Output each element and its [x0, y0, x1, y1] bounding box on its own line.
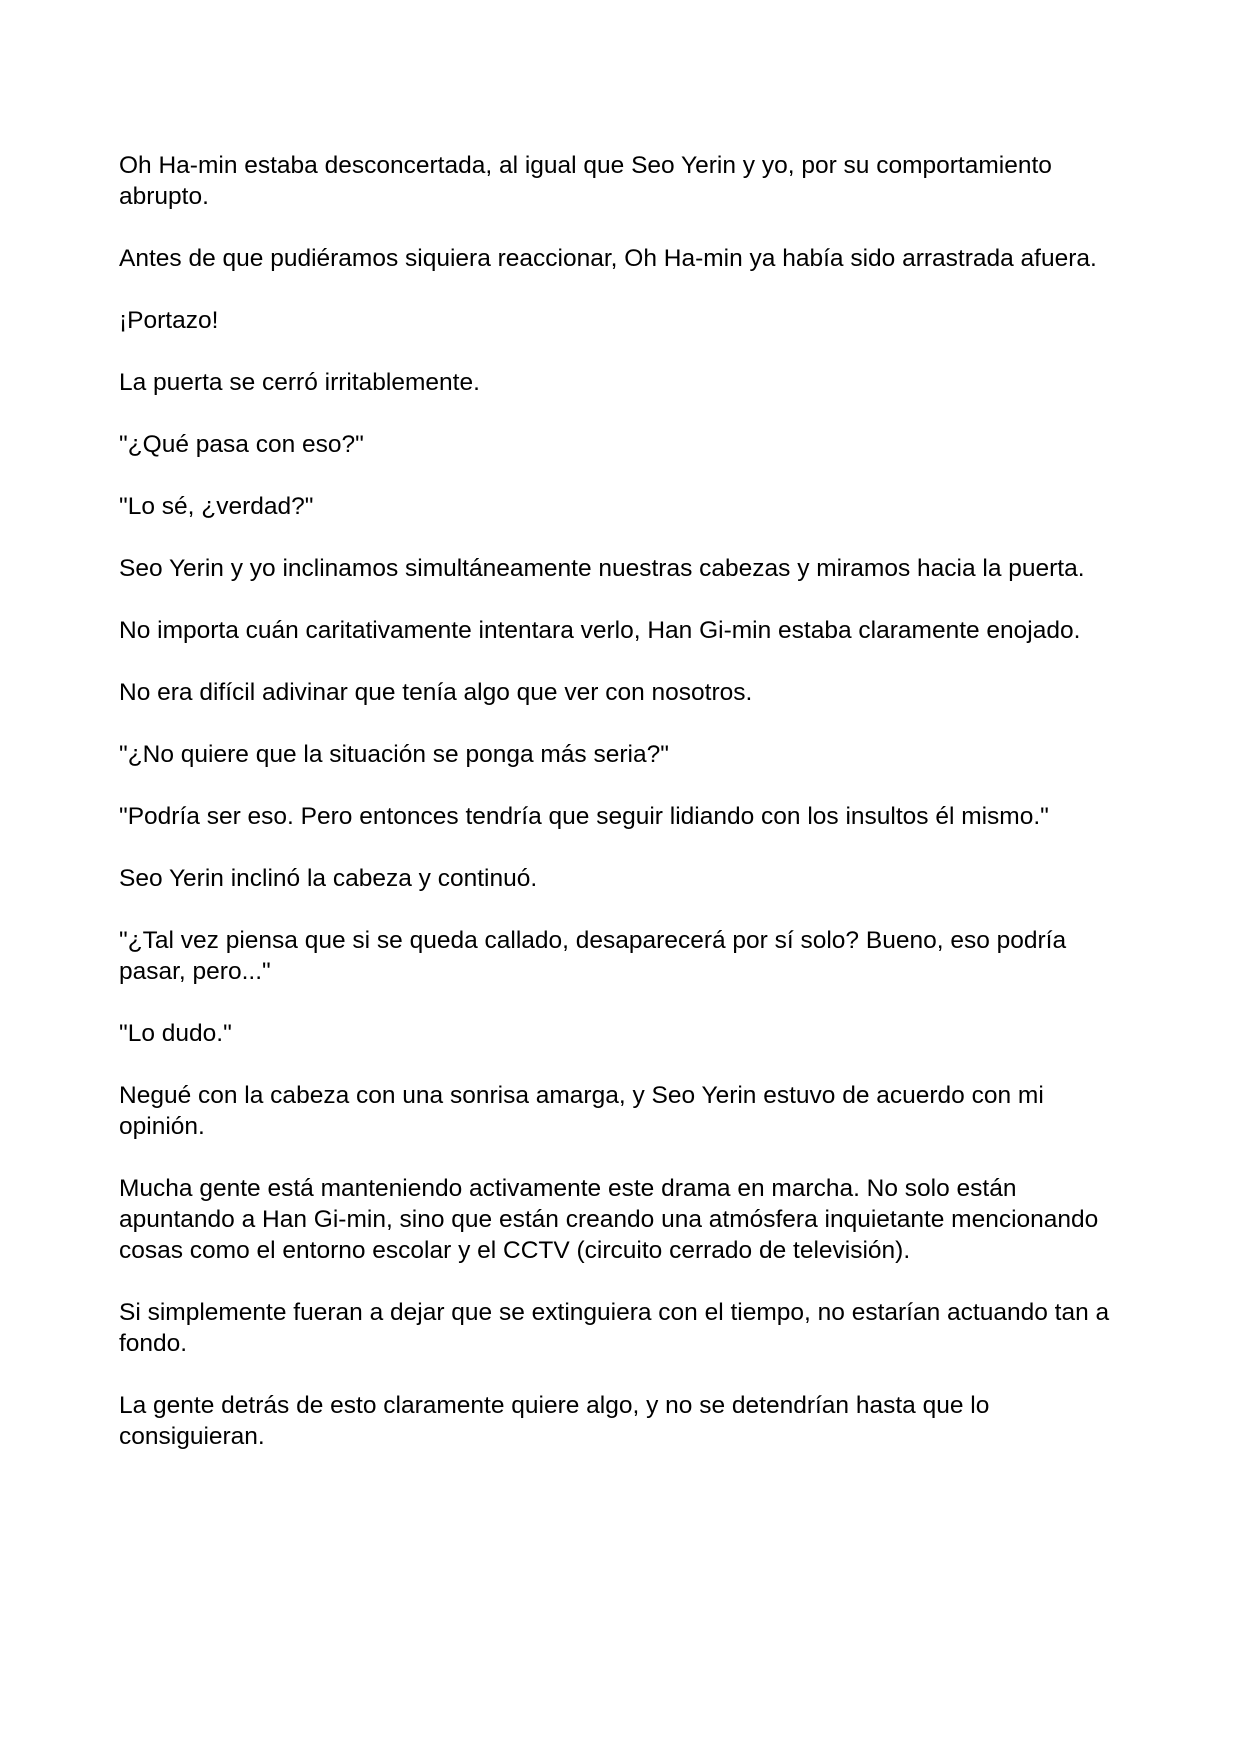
- paragraph: Mucha gente está manteniendo activamente este drama en marcha. No solo están apuntando a Han Gi-min, sino que están creando una atmósfera inquietante mencionando cosas como el entorno escolar y el CCTV (circuito cerrado de televisión).: [119, 1175, 1099, 1264]
- paragraph: Seo Yerin y yo inclinamos simultáneamente nuestras cabezas y miramos hacia la puerta.: [119, 555, 1085, 582]
- paragraph: Antes de que pudiéramos siquiera reaccionar, Oh Ha-min ya había sido arrastrada afuera.: [119, 245, 1097, 272]
- paragraph: "Podría ser eso. Pero entonces tendría que seguir lidiando con los insultos él mismo.": [119, 803, 1049, 830]
- paragraph: ¡Portazo!: [119, 307, 219, 334]
- paragraph: "¿Tal vez piensa que si se queda callado, desaparecerá por sí solo? Bueno, eso podría pasar, pero...": [119, 927, 1067, 985]
- paragraph: La puerta se cerró irritablemente.: [119, 369, 480, 396]
- paragraph: Oh Ha-min estaba desconcertada, al igual que Seo Yerin y yo, por su comportamiento abrupto.: [119, 152, 1052, 210]
- paragraph: Negué con la cabeza con una sonrisa amarga, y Seo Yerin estuvo de acuerdo con mi opinión.: [119, 1082, 1044, 1140]
- document-body: [119, 150, 1129, 1483]
- paragraph: No importa cuán caritativamente intentara verlo, Han Gi-min estaba claramente enojado.: [119, 617, 1081, 644]
- paragraph: "Lo sé, ¿verdad?": [119, 493, 314, 520]
- paragraph: "Lo dudo.": [119, 1020, 232, 1047]
- paragraph: Si simplemente fueran a dejar que se extinguiera con el tiempo, no estarían actuando tan a fondo.: [119, 1299, 1110, 1357]
- paragraph: Seo Yerin inclinó la cabeza y continuó.: [119, 865, 538, 892]
- paragraph: No era difícil adivinar que tenía algo que ver con nosotros.: [119, 679, 753, 706]
- paragraph: "¿No quiere que la situación se ponga más seria?": [119, 741, 669, 768]
- paragraph: "¿Qué pasa con eso?": [119, 431, 364, 458]
- paragraph: La gente detrás de esto claramente quiere algo, y no se detendrían hasta que lo consiguieran.: [119, 1392, 990, 1450]
